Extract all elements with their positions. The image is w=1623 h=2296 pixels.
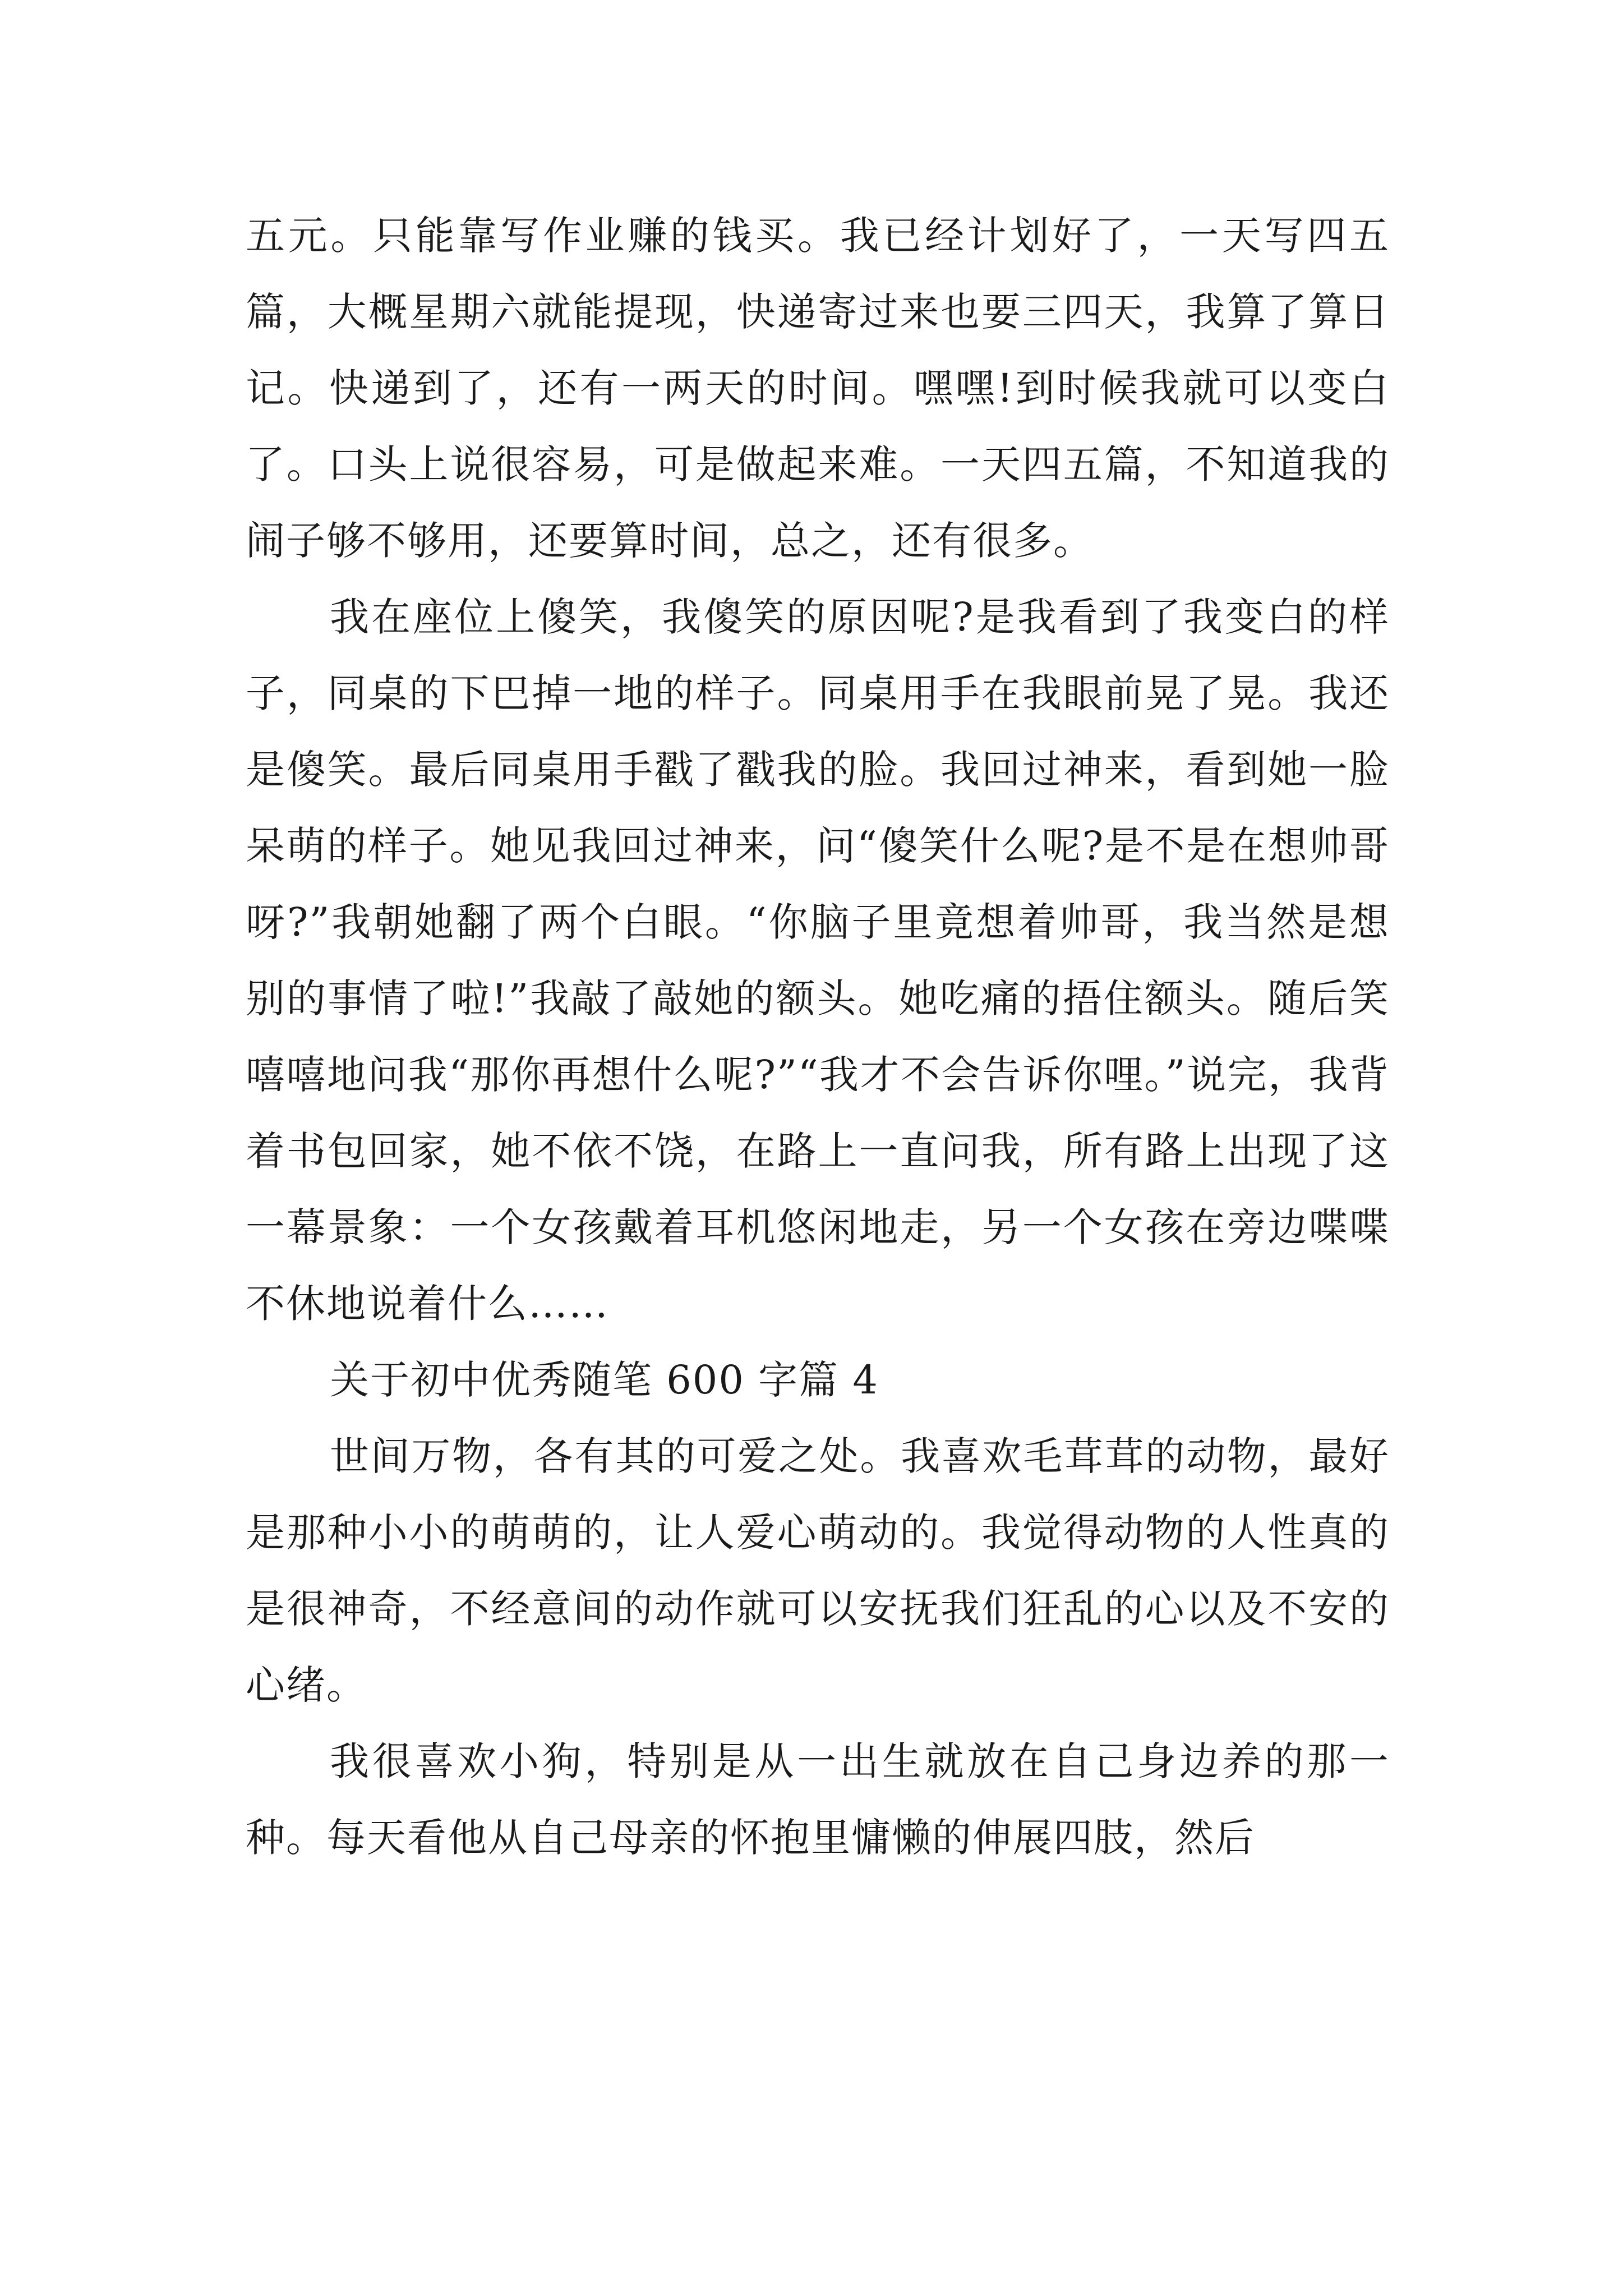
paragraph-4: 我很喜欢小狗，特别是从一出生就放在自己身边养的那一种。每天看他从自己母亲的怀抱里慵懒的伸展四肢，然后 [246,1738,1390,1861]
paragraph-3: 世间万物，各有其的可爱之处。我喜欢毛茸茸的动物，最好是那种小小的萌萌的，让人爱心萌动的。我觉得动物的人性真的是很神奇，不经意间的动作就可以安抚我们狂乱的心以及不安的心绪。 [246,1433,1390,1708]
paragraph-2: 我在座位上傻笑，我傻笑的原因呢?是我看到了我变白的样子，同桌的下巴掉一地的样子。同桌用手在我眼前晃了晃。我还是傻笑。最后同桌用手戳了戳我的脸。我回过神来，看到她一脸呆萌的样子。她见我回过神来，问“傻笑什么呢?是不是在想帅哥呀?”我朝她翻了两个白眼。“你脑子里竟想着帅哥，我当然是想别的事情了啦!”我敲了敲她的额头。她吃痛的捂住额头。随后笑嘻嘻地问我“那你再想什么呢?”“我才不会告诉你哩。”说完，我背着书包回家，她不依不饶，在路上一直问我，所有路上出现了这一幕景象：一个女孩戴着耳机悠闲地走，另一个女孩在旁边喋喋不休地说着什么…… [246,594,1390,1327]
document-body [246,197,1390,1876]
section-title: 关于初中优秀随笔 600 字篇 4 [330,1357,879,1403]
paragraph-1: 五元。只能靠写作业赚的钱买。我已经计划好了，一天写四五篇，大概星期六就能提现，快递寄过来也要三四天，我算了算日记。快递到了，还有一两天的时间。嘿嘿!到时候我就可以变白了。口头上说很容易，可是做起来难。一天四五篇，不知道我的闹子够不够用，还要算时间，总之，还有很多。 [246,213,1390,564]
